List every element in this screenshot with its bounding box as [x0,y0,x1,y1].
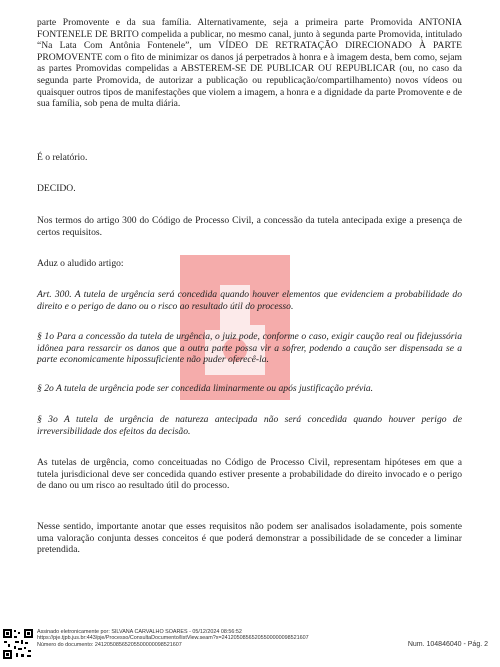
paragraph-sentido: Nesse sentido, importante anotar que esses requisitos não podem ser analisados isoladamente, pois somente uma valoração conjunta desses conceitos é que poderá demonstrar a possibilidade de se conceder a liminar pretendida. [37,521,462,556]
quote-art-300: Art. 300. A tutela de urgência será concedida quando houver elementos que evidenciem a probabilidade do direito e o perigo de dano ou o risco ao resultado útil do processo. [37,289,462,312]
paragraph-tutelas: As tutelas de urgência, como conceituadas no Código de Processo Civil, representam hipóteses em que a tutela jurisdicional deve ser concedida quando estiver presente a probabilidade do direito invocado e o perigo de dano ou um risco ao resultado útil do processo. [37,457,462,492]
paragraph-intro: parte Promovente e da sua família. Alternativamente, seja a primeira parte Promovida ANTONIA FONTENELE DE BRITO compelida a publicar, no mesmo canal, junto à segunda parte Promovida, intitulado “Na Lata Com Antônia Fontenele”, um VÍDEO DE RETRATAÇÃO DIRECIONADO À PARTE PROMOVENTE com o fito de minimizar os danos já perpetrados à honra e à imagem desta, bem como, sejam as partes Promovidas compelidas a ABSTEREM-SE DE PUBLICAR OU REPUBLICAR (ou, no caso da segunda parte Promovida, de autorizar a publicação ou republicação/compartilhamento) novos vídeos ou quaisquer outros tipos de manifestações que violem a imagem, a honra e a dignidade da parte Promovente e de sua família, sob pena de multa diária. [37,17,462,110]
paragraph-decido: DECIDO. [37,183,76,194]
document-number: Número do documento: 24120508565205500000098521607 [37,641,182,648]
paragraph-termos: Nos termos do artigo 300 do Código de Processo Civil, a concessão da tutela antecipada exige a presença de certos requisitos. [37,215,462,238]
page-reference: Num. 104846040 - Pág. 2 [407,641,488,648]
signature-line: Assinado eletronicamente por: SILVANA CARVALHO SOARES - 05/12/2024 08:56:52 [37,629,242,635]
quote-paragraph-2: § 2o A tutela de urgência pode ser concedida liminarmente ou após justificação prévia. [37,383,374,394]
quote-paragraph-3: § 3o A tutela de urgência de natureza antecipada não será concedida quando houver perigo de irreversibilidade dos efeitos da decisão. [37,414,462,437]
court-seal-watermark-icon [180,255,290,400]
qr-code-icon [2,628,34,660]
document-link[interactable]: https://pje.tjpb.jus.br:443/pje/Processo/ConsultaDocumento/listView.seam?x=24120508565205500000098521607 [37,635,309,642]
paragraph-relatorio: É o relatório. [37,152,88,163]
signature-footer [37,629,309,648]
quote-paragraph-1: § 1o Para a concessão da tutela de urgência, o juiz pode, conforme o caso, exigir caução real ou fidejussória idônea para ressarcir os danos que a outra parte possa vir a sofrer, podendo a caução ser dispensada se a parte economicamente hipossuficiente não puder oferecê-la. [37,331,462,366]
paragraph-aduz: Aduz o aludido artigo: [37,258,124,269]
